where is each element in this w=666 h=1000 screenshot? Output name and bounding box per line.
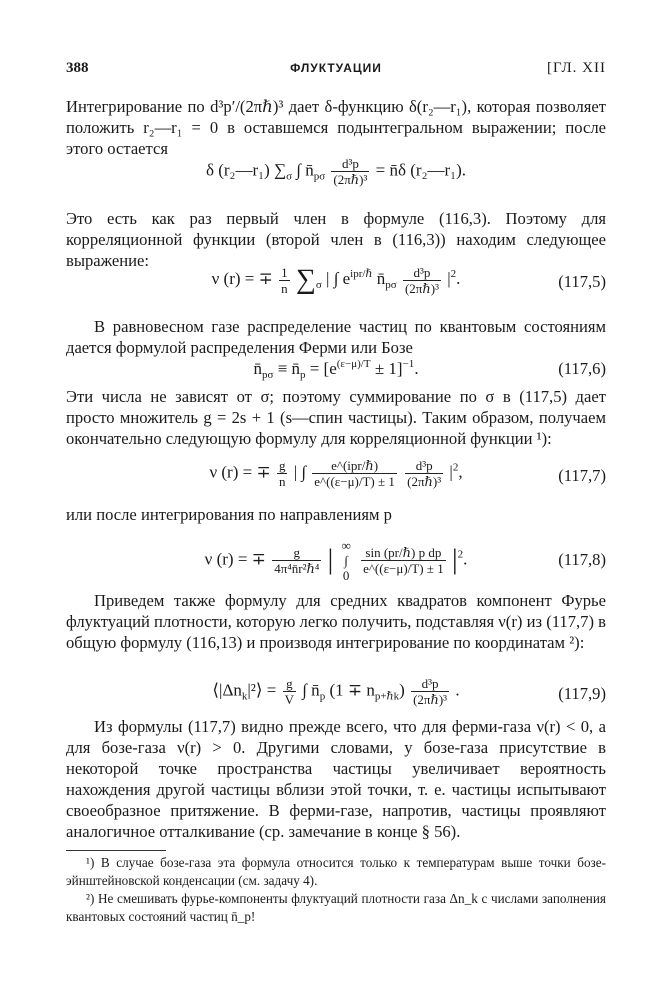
integral-sign: ∫ (344, 553, 348, 568)
paragraph-5: или после интегрирования по направлениям p (66, 505, 392, 524)
eq-integrand: ∫ n̄ (296, 160, 314, 180)
eq-factor (277, 458, 288, 489)
sum-symbol: ∑ (295, 264, 316, 295)
equation-number: (117,7) (558, 466, 606, 485)
paragraph-4: Эти числа не зависят от σ; поэтому суммирование по σ в (117,5) дает просто множитель g = 2s + 1 (s—спин частицы). Таким образом, получаем окончательно следующую формулу для корреляционной функции ¹): (66, 387, 606, 448)
equation-number: (117,9) (558, 684, 606, 703)
eq-end: , (458, 462, 463, 482)
equation-117-5 (66, 264, 606, 304)
equation-117-8 (66, 532, 606, 586)
equation-117-9 (66, 676, 606, 716)
eq-power: 2 (452, 461, 459, 474)
eq-factor-num: g (286, 676, 293, 691)
eq-integral: ∫ n̄ (302, 680, 320, 700)
upper-limit: ∞ (341, 538, 351, 553)
eq-measure-den: (2πℏ)³ (404, 280, 439, 296)
eq-factor-num: g (278, 458, 286, 473)
eq-measure-num: d³p (421, 676, 439, 691)
eq-rhs-tail: ± 1] (374, 359, 403, 378)
eq-factor-den: n (278, 474, 286, 489)
eq-factor-den: n (281, 280, 288, 296)
eq-numerator: d³p (341, 156, 359, 171)
lower-limit: 0 (342, 568, 350, 583)
eq-measure-den: (2πℏ)³ (413, 692, 448, 707)
eq-factor (279, 265, 290, 296)
eq-factor-num: 1 (281, 264, 288, 280)
eq-measure-num: d³p (413, 264, 431, 280)
eq-sum-index: σ (286, 170, 293, 183)
eq-lhs: ν (r) = ∓ (204, 549, 266, 569)
eq-factor-den: V (284, 692, 295, 707)
eq-end: . (455, 680, 460, 700)
page-number: 388 (66, 60, 89, 76)
paragraph-1: Интегрирование по d³p′/(2πℏ)³ дает δ-функцию δ(r₂—r₁), которая позволяет положить r₂—r₁ = 0 в оставшемся подынтегральном выражении; после этого остается (66, 97, 606, 158)
eq-denominator: (2πℏ)³ (333, 172, 368, 187)
equation-delta (66, 156, 606, 196)
equation-117-6 (66, 358, 606, 382)
eq-end: . (414, 359, 419, 378)
eq-integral: | ∫ e (326, 268, 351, 288)
eq-lhs: ν (r) = ∓ (209, 462, 271, 482)
eq-lhs: n̄ (253, 359, 262, 378)
eq-integrand-den: e^((ε−μ)/T) ± 1 (363, 561, 444, 576)
eq-integral: | ∫ (293, 462, 307, 482)
eq-integral-index: p (319, 690, 326, 703)
eq-limits (340, 538, 353, 583)
eq-integrand (361, 545, 446, 576)
paragraph-7: Из формулы (117,7) видно прежде всего, что для ферми-газа ν(r) < 0, а для бозе-газа ν(r) > 0. Другими словами, у бозе-газа присутствие в некоторой точке пространства частицы увеличивает вероятность нахождения другой частицы вблизи этой точки, т. е. частицы испытывают своеобразное притяжение. В ферми-газе, напротив, частицы проявляют аналогичное отталкивание (ср. замечание в конце § 56). (66, 717, 606, 841)
eq-factor (283, 676, 296, 707)
eq-fraction (331, 156, 369, 187)
eq-integrand-index: pσ (313, 170, 326, 183)
eq-power: 2 (457, 548, 464, 561)
equation-number: (117,8) (558, 550, 606, 569)
footnote-1: ¹) В случае бозе-газа эта формула относится только к температурам выше точки бозе-эйнштейновской конденсации (см. задачу 4). (66, 855, 606, 888)
eq-exponent: (ε−μ)/T (336, 358, 371, 370)
eq-integrand-num: e^(ipr/ℏ) (331, 458, 379, 473)
eq-bracket-index: p+ℏk (374, 690, 400, 703)
eq-lhs: ⟨|Δn (212, 680, 242, 700)
abs-close: | (451, 544, 458, 576)
paragraph-2: Это есть как раз первый член в формуле (116,3). Поэтому для корреляционной функции (второй член в (116,3)) находим следующее выражение: (66, 209, 606, 270)
eq-integrand-den: e^((ε−μ)/T) ± 1 (314, 474, 395, 489)
footnote-divider (66, 850, 166, 851)
footnote-2: ²) Не смешивать фурье-компоненты флуктуаций плотности газа Δn_k с числами заполнения квантовых состояний частиц n̄_p! (66, 891, 606, 924)
eq-measure-den: (2πℏ)³ (407, 474, 442, 489)
eq-abs-close: | (447, 268, 451, 288)
eq-factor (272, 545, 321, 576)
eq-measure (405, 458, 443, 489)
eq-lhs-tail: |²⟩ = (247, 680, 277, 700)
eq-identity: ≡ n̄ (277, 359, 300, 378)
eq-identity-index: p (299, 369, 306, 381)
eq-lhs-index: pσ (261, 369, 274, 381)
eq-measure (411, 676, 449, 707)
eq-integrand (312, 458, 397, 489)
eq-lhs-index: k (241, 690, 248, 703)
eq-measure (403, 265, 441, 296)
equation-number: (117,6) (558, 359, 606, 378)
eq-occupation-index: pσ (385, 278, 397, 291)
eq-rhs: = [e (309, 359, 337, 378)
paragraph-6: Приведем также формулу для средних квадратов компонент Фурье флуктуаций плотности, которую легко получить, подставляя ν(r) из (117,7) в общую формулу (116,13) и производя интегрирование по координатам ²): (66, 591, 606, 652)
equation-number: (117,5) (558, 272, 606, 291)
eq-factor-num: g (293, 545, 301, 560)
page-header (66, 60, 606, 82)
eq-power: −1 (402, 358, 415, 370)
eq-power: 2 (450, 267, 457, 280)
eq-lhs: ν (r) = ∓ (211, 268, 273, 288)
eq-end: . (463, 549, 468, 569)
eq-result: = n̄δ (r₂—r₁). (375, 160, 467, 180)
eq-measure-num: d³p (415, 458, 433, 473)
eq-occupation: n̄ (376, 268, 386, 288)
abs-open: | (327, 544, 334, 576)
eq-end: . (456, 268, 461, 288)
eq-abs-close: | (449, 462, 453, 482)
sum-index: σ (315, 278, 322, 291)
chapter-label: [ГЛ. XII (546, 60, 606, 76)
eq-pre: δ (r₂—r₁) ∑ (205, 160, 287, 180)
eq-exponent: ipr/ℏ (350, 267, 373, 280)
paragraph-3: В равновесном газе распределение частиц по квантовым состояниям дается формулой распределения Ферми или Бозе (66, 317, 606, 357)
equation-117-7 (66, 458, 606, 498)
eq-bracket-close: ) (399, 680, 405, 700)
eq-bracket: (1 ∓ n (329, 680, 375, 700)
running-title: ФЛУКТУАЦИИ (290, 61, 382, 75)
eq-factor-den: 4π⁴n̄r²ℏ⁴ (274, 561, 320, 576)
eq-integrand-num: sin (pr/ℏ) p dp (365, 545, 442, 560)
